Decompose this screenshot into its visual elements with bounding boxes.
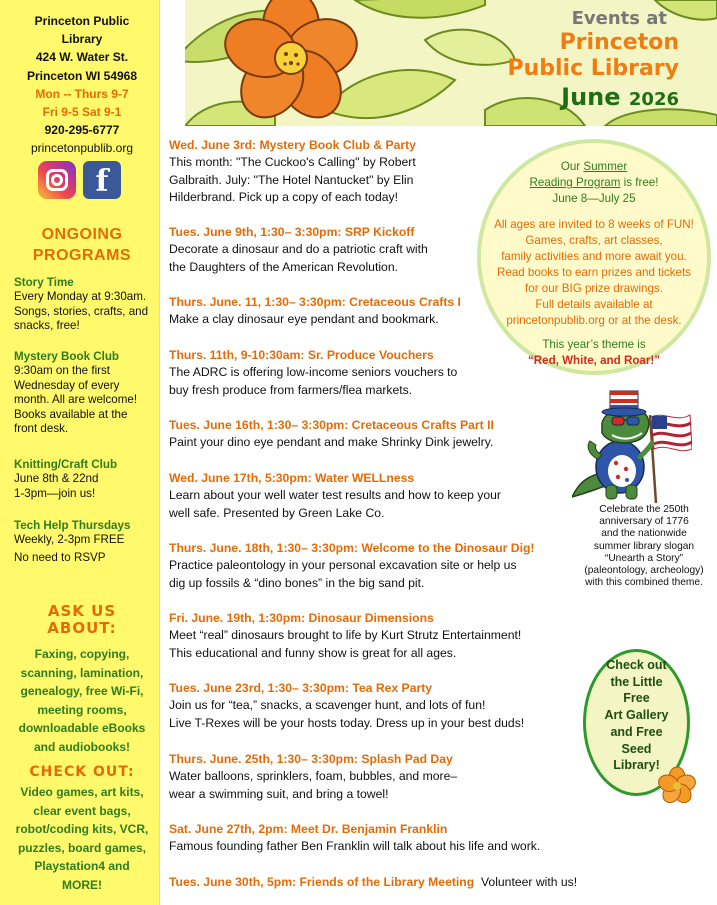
- event-title: Wed. June 3rd: Mystery Book Club & Party: [169, 138, 416, 152]
- event-item: Thurs. 11th, 9-10:30am: Sr. Produce Vouchers The ADRC is offering low-income seniors vouchers to buy fresh produce from farmers/flea markets.: [169, 347, 584, 399]
- event-title: Thurs. June. 11, 1:30– 3:30pm: Cretaceous Crafts I: [169, 295, 461, 309]
- orange-flower-icon: [657, 766, 697, 806]
- ask-us-about-heading: ASK US ABOUT:: [47, 602, 117, 637]
- theme-name: “Red, White, and Roar!”: [527, 354, 661, 367]
- event-item: Wed. June 17th, 5:30pm: Water WELLness Learn about your well water test results and how to keep your well safe. Presented by Green Lake Co.: [169, 470, 584, 522]
- event-item: Thurs. June. 18th, 1:30– 3:30pm: Welcome to the Dinosaur Dig! Practice paleontology in your personal excavation site or help us dig up fossils & “dino bones” in the big sand pit.: [169, 540, 584, 592]
- summer-reading-callout: Our Summer Reading Program is free! June 8—July 25 All ages are invited to 8 weeks of FUN! Games, crafts, art classes, family activities and more await you. Read books to earn prizes and tickets for our BIG prize drawings. Full details available at princetonpublib.org or at the desk. This year’s theme is “Red, White, and Roar!”: [477, 139, 711, 375]
- event-item: Sat. June 27th, 2pm: Meet Dr. Benjamin Franklin Famous founding father Ben Franklin will talk about his life and work.: [169, 821, 584, 856]
- hours-weekday: Mon -- Thurs 9-7: [35, 86, 129, 101]
- hours-weekend: Fri 9-5 Sat 9-1: [42, 105, 122, 120]
- event-item: Tues. June 9th, 1:30– 3:30pm: SRP Kickoff Decorate a dinosaur and do a patriotic craft with the Daughters of the American Revolution.: [169, 224, 584, 276]
- event-title: Tues. June 23rd, 1:30– 3:30pm: Tea Rex Party: [169, 681, 433, 695]
- event-title: Tues. June 16th, 1:30– 3:30pm: Cretaceous Crafts Part II: [169, 418, 494, 432]
- program-tech-help: Tech Help Thursdays Weekly, 2-3pm FREE No need to RSVP: [14, 519, 156, 565]
- event-title: Tues. June 30th, 5pm: Friends of the Library Meeting: [169, 875, 475, 889]
- event-title: Tues. June 9th, 1:30– 3:30pm: SRP Kickoff: [169, 225, 415, 239]
- summer-link[interactable]: Summer: [583, 160, 628, 173]
- check-out-list: Video games, art kits, clear event bags, robot/coding kits, VCR, puzzles, board games, Playstation4 and MORE!: [15, 785, 149, 892]
- program-title: Knitting/Craft Club: [14, 458, 118, 471]
- library-website-link[interactable]: princetonpublib.org: [30, 141, 134, 156]
- event-title: Fri. June. 19th, 1:30pm: Dinosaur Dimensions: [169, 611, 434, 625]
- program-knitting-craft-club: Knitting/Craft Club June 8th & 22nd 1-3pm—join us!: [14, 458, 156, 501]
- event-item: [169, 874, 584, 891]
- check-out-heading: CHECK OUT:: [29, 764, 135, 780]
- title-princeton: Princeton: [559, 30, 679, 55]
- library-phone: 920-295-6777: [44, 123, 120, 138]
- program-story-time: Story Time Every Monday at 9:30am. Songs, stories, crafts, and snacks, free!: [14, 276, 156, 334]
- summer-details: All ages are invited to 8 weeks of FUN! Games, crafts, art classes, family activities and more await you. Read books to earn prizes and tickets for our BIG prize drawings. Full details available at princetonpublib.org or at the desk.: [494, 218, 694, 327]
- program-title: Mystery Book Club: [14, 350, 120, 363]
- summer-dates: June 8—July 25: [552, 192, 636, 205]
- event-title: Sat. June 27th, 2pm: Meet Dr. Benjamin Franklin: [169, 822, 448, 836]
- ask-us-about-list: Faxing, copying, scanning, lamination, genealogy, free Wi-Fi, meeting rooms, downloadable eBooks and audiobooks!: [18, 647, 146, 754]
- reading-program-link[interactable]: Reading Program: [529, 176, 621, 189]
- title-month: June: [561, 83, 621, 111]
- library-name-line1: Princeton Public: [34, 14, 130, 28]
- event-title: Wed. June 17th, 5:30pm: Water WELLness: [169, 471, 415, 485]
- event-title: Thurs. 11th, 9-10:30am: Sr. Produce Vouchers: [169, 348, 434, 362]
- event-inline-text: Volunteer with us!: [474, 875, 578, 889]
- program-title: Tech Help Thursdays: [14, 519, 131, 532]
- ongoing-programs-heading: ONGOING PROGRAMS: [32, 226, 132, 264]
- instagram-icon[interactable]: [38, 161, 76, 199]
- social-icons: [38, 161, 121, 199]
- event-item: Wed. June 3rd: Mystery Book Club & Party This month: "The Cuckoo's Calling" by Robert Galbraith. July: "The Hotel Nantucket" by Elin Hilderbrand. Pick up a copy of each today!: [169, 137, 584, 206]
- program-mystery-book-club: Mystery Book Club 9:30am on the first Wednesday of every month. All are welcome! Books available at the front desk.: [14, 350, 156, 436]
- patriotic-dinosaur-illustration: [572, 385, 692, 503]
- library-city: Princeton WI 54968: [26, 68, 138, 83]
- event-item: Thurs. June. 25th, 1:30– 3:30pm: Splash Pad Day Water balloons, sprinklers, foam, bubbles, and more– wear a swimming suit, and bring a towel!: [169, 751, 584, 803]
- event-item: Tues. June 23rd, 1:30– 3:30pm: Tea Rex Party Join us for “tea,” snacks, a scavenger hunt, and lots of fun! Live T-Rexes will be your hosts today. Dress up in your best duds!: [169, 680, 584, 732]
- left-sidebar: [0, 0, 160, 905]
- event-item: Tues. June 16th, 1:30– 3:30pm: Cretaceous Crafts Part II Paint your dino eye pendant and make Shrinky Dink jewelry.: [169, 417, 584, 452]
- event-item: Thurs. June. 11, 1:30– 3:30pm: Cretaceous Crafts I Make a clay dinosaur eye pendant and bookmark.: [169, 294, 584, 329]
- facebook-icon[interactable]: f: [83, 161, 121, 199]
- event-title: Thurs. June. 25th, 1:30– 3:30pm: Splash Pad Day: [169, 752, 453, 766]
- title-events-at: Events at: [571, 8, 667, 29]
- library-contact-block: [8, 12, 156, 158]
- library-street: 424 W. Water St.: [35, 50, 129, 65]
- header-banner: [185, 0, 717, 126]
- title-public-library: Public Library: [507, 56, 679, 81]
- theme-intro: This year’s theme is: [542, 338, 646, 351]
- little-free-gallery-callout: Check out the Little Free Art Gallery and Free Seed Library!: [583, 649, 690, 796]
- page-title: [507, 8, 679, 115]
- event-item: Fri. June. 19th, 1:30pm: Dinosaur Dimensions Meet “real” dinosaurs brought to life by Kurt Strutz Entertainment! This educational and funny show is great for all ages.: [169, 610, 584, 662]
- dino-caption: Celebrate the 250th anniversary of 1776 and the nationwide summer library slogan “Unearth a Story” (paleontology, archeology) with this combined theme.: [584, 504, 704, 589]
- title-month-year: [507, 82, 679, 115]
- title-year: 2026: [628, 89, 679, 110]
- event-title: Thurs. June. 18th, 1:30– 3:30pm: Welcome to the Dinosaur Dig!: [169, 541, 535, 555]
- library-name-line2: Library: [61, 32, 103, 47]
- program-title: Story Time: [14, 276, 74, 289]
